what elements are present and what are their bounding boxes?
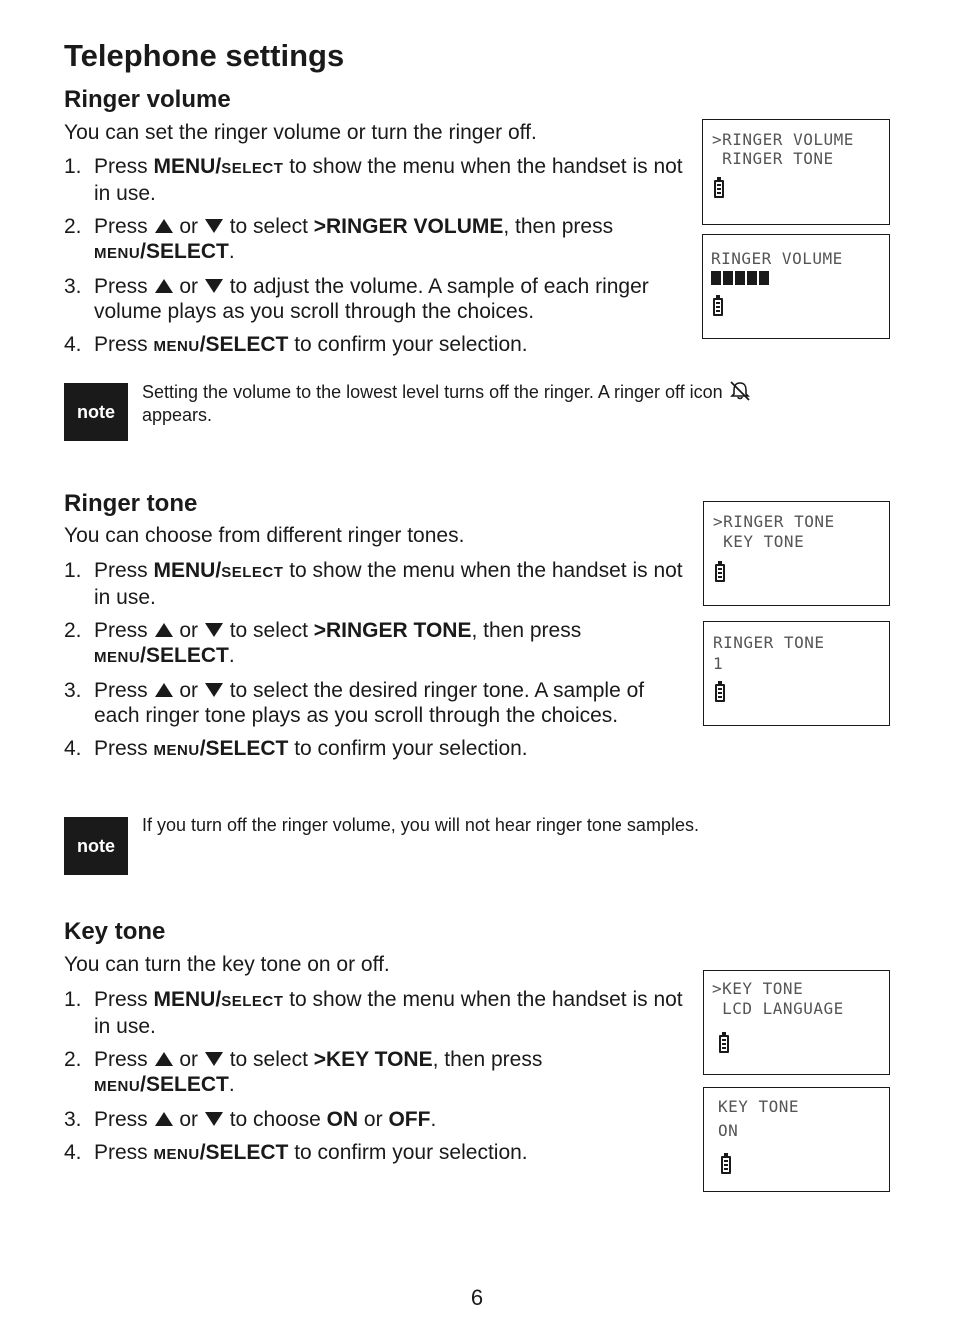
down-arrow-icon [205,623,223,637]
list-item: 3. Press or to adjust the volume. A sample of each ringer volume plays as you scroll through the choices. [64,275,649,323]
ringer-off-icon [728,380,752,402]
down-arrow-icon [205,219,223,233]
step-list [64,558,689,771]
list-item: 4. Press MENU/SELECT to confirm your selection. [64,1141,528,1164]
note-text: Setting the volume to the lowest level turns off the ringer. A ringer off icon appears. [142,380,882,427]
down-arrow-icon [205,1112,223,1126]
note-label: note [64,383,128,441]
list-item: 2. Press or to select >KEY TONE, then press MENU/SELECT. [64,1048,543,1096]
battery-icon [715,684,725,702]
page-title: Telephone settings [64,38,345,73]
note-text: If you turn off the ringer volume, you will not hear ringer tone samples. [142,815,699,835]
lcd-screen [702,234,890,339]
lcd-line: KEY TONE [718,1097,800,1116]
step-list [64,987,689,1175]
battery-icon [719,1035,729,1053]
lcd-line: KEY TONE [713,532,805,551]
down-arrow-icon [205,683,223,697]
lcd-screen [702,119,890,225]
list-item: 4. Press MENU/SELECT to confirm your selection. [64,333,528,356]
lcd-line: >RINGER TONE [713,512,835,531]
section-intro: You can choose from different ringer tones. [64,524,465,547]
step-list [64,154,689,367]
note-label: note [64,817,128,875]
up-arrow-icon [155,1112,173,1126]
list-item: 2. Press or to select >RINGER VOLUME, then press MENU/SELECT. [64,215,614,263]
battery-icon [715,564,725,582]
section-intro: You can set the ringer volume or turn the ringer off. [64,121,537,144]
lcd-screen [703,621,890,726]
section-intro: You can turn the key tone on or off. [64,953,390,976]
section-heading-ringer-tone: Ringer tone [64,490,198,517]
list-item: 1. Press MENU/SELECT to show the menu when the handset is not in use. [64,988,683,1038]
list-item: 1. Press MENU/SELECT to show the menu when the handset is not in use. [64,559,683,609]
battery-icon [713,298,723,316]
lcd-screen [703,1087,890,1192]
down-arrow-icon [205,1052,223,1066]
up-arrow-icon [155,219,173,233]
battery-icon [721,1156,731,1174]
down-arrow-icon [205,279,223,293]
lcd-line: RINGER TONE [712,149,834,168]
lcd-screen [703,501,890,606]
list-item: 2. Press or to select >RINGER TONE, then press MENU/SELECT. [64,619,582,667]
lcd-line: RINGER VOLUME [711,249,843,268]
up-arrow-icon [155,683,173,697]
lcd-line: RINGER TONE [713,633,825,652]
lcd-line: >KEY TONE [712,979,804,998]
battery-icon [714,180,724,198]
section-heading-ringer-volume: Ringer volume [64,86,231,113]
volume-bars [711,271,769,285]
section-heading-key-tone: Key tone [64,918,166,945]
up-arrow-icon [155,279,173,293]
lcd-line: >RINGER VOLUME [712,130,854,149]
list-item: 1. Press MENU/SELECT to show the menu when the handset is not in use. [64,155,683,205]
lcd-screen [703,970,890,1075]
up-arrow-icon [155,1052,173,1066]
list-item: 4. Press MENU/SELECT to confirm your selection. [64,737,528,760]
list-item: 3. Press or to choose ON or OFF. [64,1108,437,1131]
lcd-line: ON [718,1121,739,1140]
page-number: 6 [470,1285,484,1310]
lcd-line: 1 [713,654,724,673]
lcd-line: LCD LANGUAGE [712,999,844,1018]
list-item: 3. Press or to select the desired ringer tone. A sample of each ringer tone plays as you scroll through the choices. [64,679,645,727]
up-arrow-icon [155,623,173,637]
